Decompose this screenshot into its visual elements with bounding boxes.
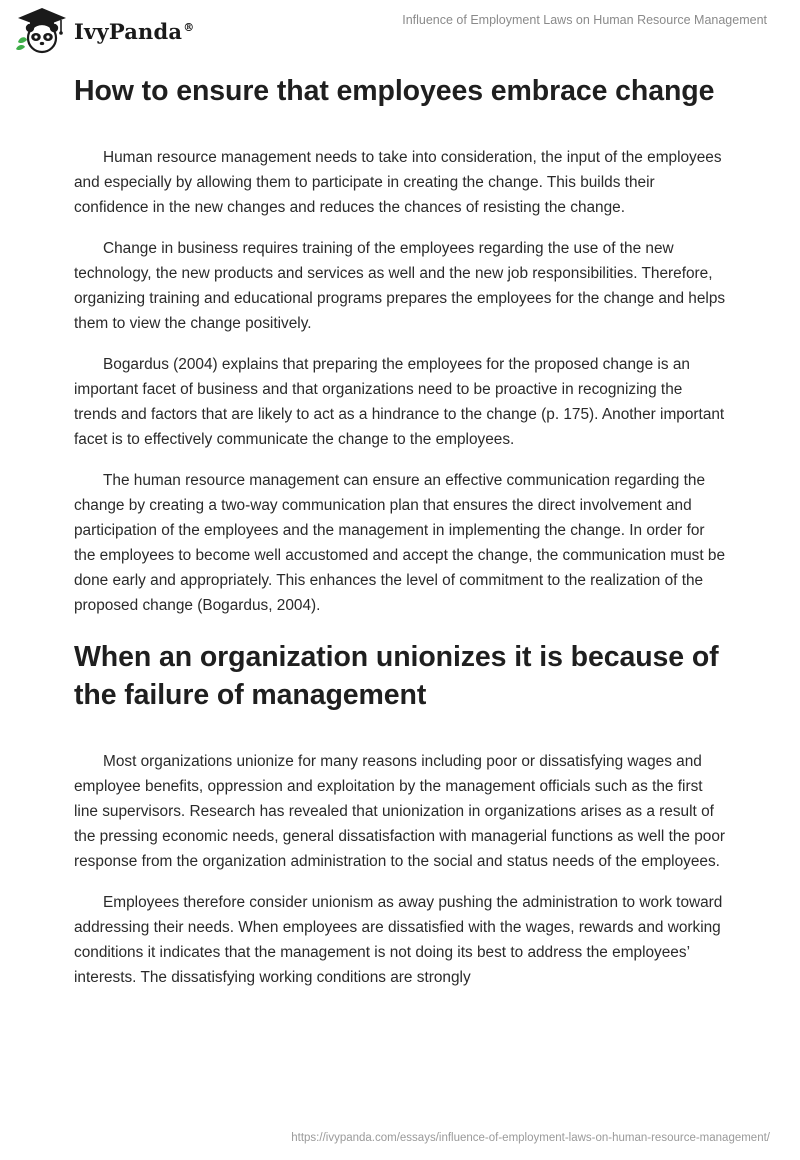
essay-content [74,72,726,990]
paragraph: The human resource management can ensure an effective communication regarding the change by creating a two-way communication plan that ensures the direct involvement and participation of the employees and the management in implementing the change. In order for the employees to become well accustomed and accept the change, the communication must be done early and appropriately. This enhances the level of commitment to the realization of the proposed change (Bogardus, 2004). [74,472,726,614]
document-title: Influence of Employment Laws on Human Resource Management [402,13,767,27]
brand-name: IvyPanda® [74,18,195,44]
section-heading: When an organization unionizes it is because of the failure of management [74,641,719,711]
page-header [0,0,800,60]
paragraph: Change in business requires training of the employees regarding the use of the new technology, the new products and services as well and the new job responsibilities. Therefore, organizing training and educational programs prepares the employees for the change and helps them to view the change positively. [74,240,726,332]
panda-graduate-icon [14,6,70,56]
paragraph: Bogardus (2004) explains that preparing the employees for the proposed change is an important facet of business and that organizations need to be proactive in recognizing the trends and factors that are likely to act as a hindrance to the change (p. 175). Another important facet is to effectively communicate the change to the employees. [74,356,725,448]
paragraph: Employees therefore consider unionism as away pushing the administration to work toward addressing their needs. When employees are dissatisfied with the wages, rewards and working conditions it indicates that the management is not doing its best to address the employees’ interests. The dissatisfying working conditions are strongly [74,894,723,986]
paragraph: Human resource management needs to take into consideration, the input of the employees and especially by allowing them to participate in creating the change. This builds their confidence in the new changes and reduces the chances of resisting the change. [74,149,722,216]
section-heading: How to ensure that employees embrace change [74,75,715,107]
source-url[interactable]: https://ivypanda.com/essays/influence-of-employment-laws-on-human-resource-management/ [291,1132,770,1144]
ivypanda-logo[interactable] [14,6,194,56]
paragraph: Most organizations unionize for many reasons including poor or dissatisfying wages and employee benefits, oppression and exploitation by the management officials such as the first line supervisors. Research has revealed that unionization in organizations arises as a result of the pressing economic needs, general dissatisfaction with managerial functions as well the poor response from the organization administration to the social and status needs of the employees. [74,753,726,870]
